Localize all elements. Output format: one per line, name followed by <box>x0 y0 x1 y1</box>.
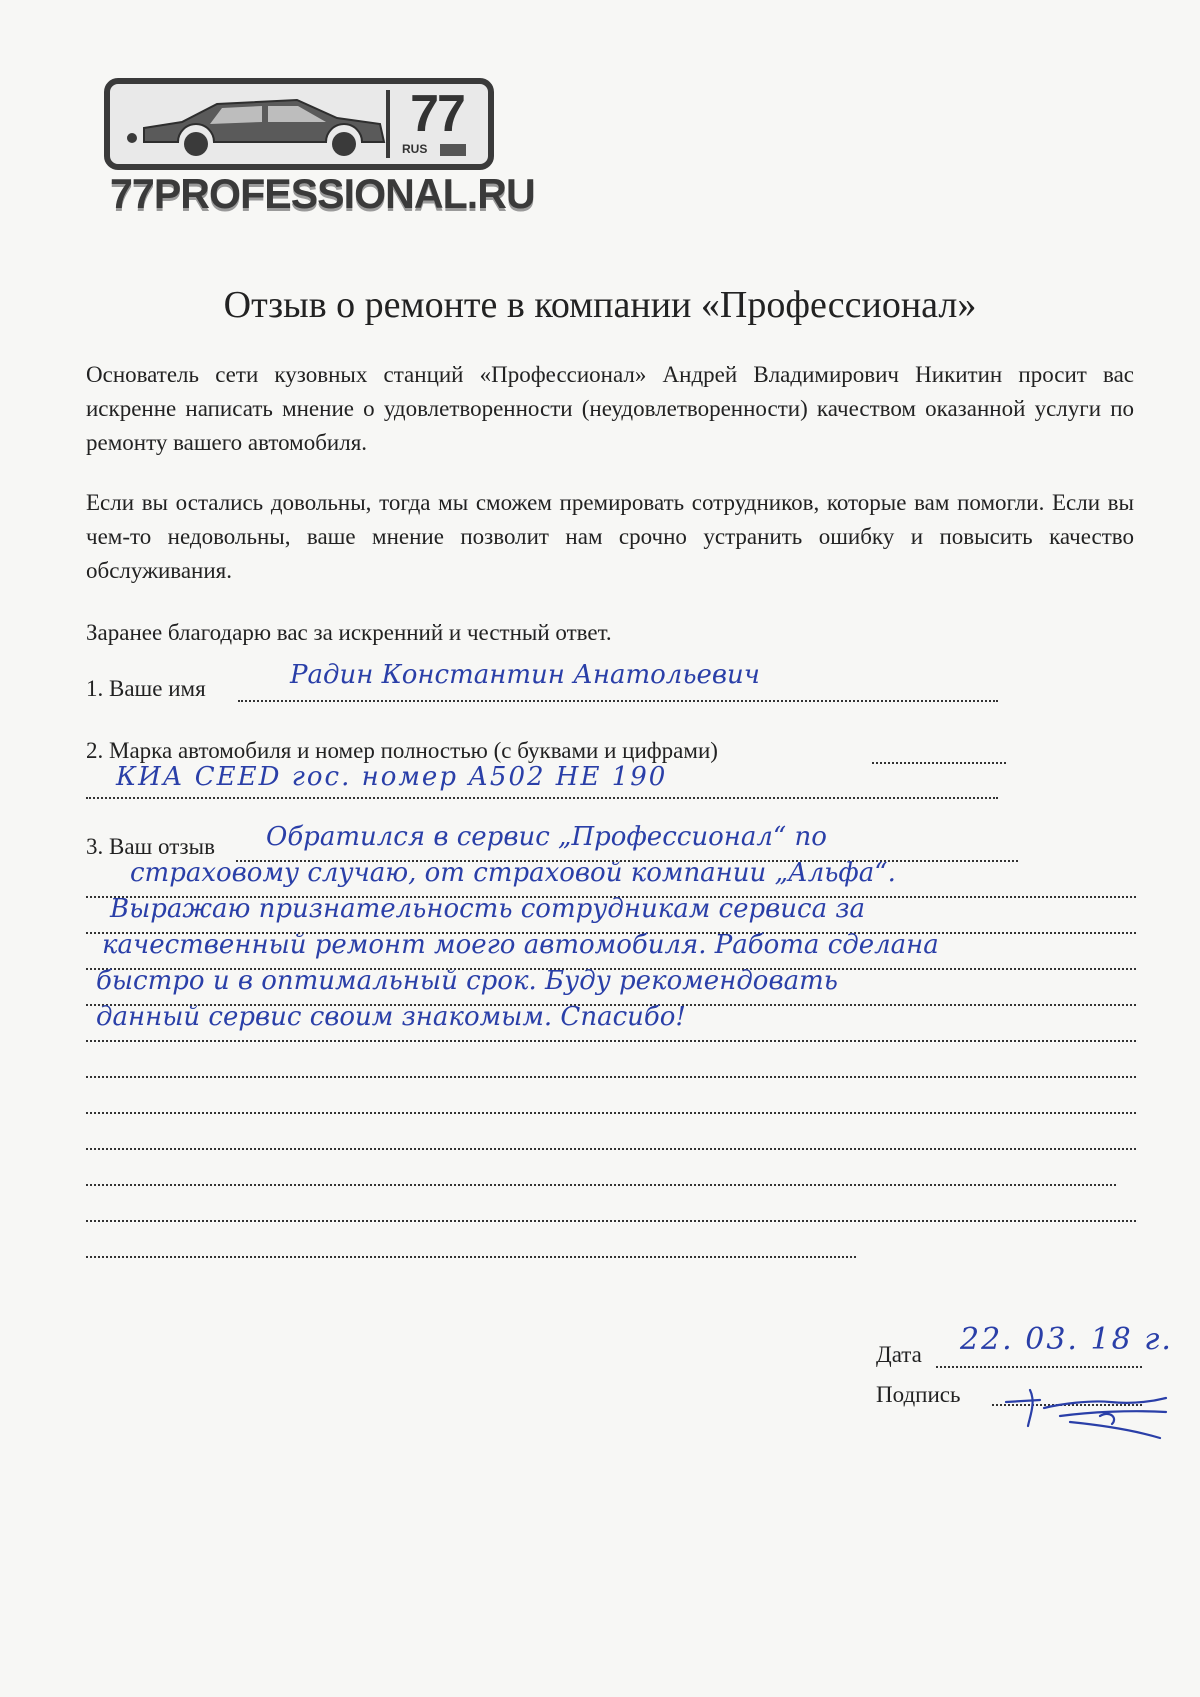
intro-paragraph-2: Если вы остались довольны, тогда мы сможем премировать сотрудников, которые вам помогли. Если вы чем-то недовольны, ваше мнение позволит нам срочно устранить ошибку и повысить качество обслуживания. <box>86 490 1134 583</box>
license-plate-graphic <box>104 78 494 170</box>
review-line-10 <box>86 1184 1116 1186</box>
date-label: Дата <box>876 1342 922 1367</box>
car-value[interactable]: КИА СЕЕD гос. номер А502 НЕ 190 <box>116 762 668 792</box>
region-number: 77 <box>410 85 464 143</box>
date-value[interactable]: 22. 03. 18 г. <box>960 1322 1173 1357</box>
review-text-line-2[interactable]: страховому случаю, от страховой компании „Альфа“. <box>130 858 896 888</box>
name-line <box>238 700 998 702</box>
signature-label: Подпись <box>876 1382 961 1407</box>
car-line-2 <box>86 797 998 799</box>
region-country: RUS <box>402 142 428 156</box>
review-line-8 <box>86 1112 1136 1114</box>
review-line-12 <box>86 1256 856 1258</box>
page-title: Отзыв о ремонте в компании «Профессионал» <box>223 284 977 326</box>
review-line-6 <box>86 1040 1136 1042</box>
review-text-line-3[interactable]: Выражаю признательность сотрудникам сервиса за <box>110 894 866 924</box>
review-line-11 <box>86 1220 1136 1222</box>
car-line-1 <box>872 762 1006 764</box>
date-line <box>936 1366 1142 1368</box>
logo-site-text: 77PROFESSIONAL.RU <box>110 170 535 217</box>
review-text-line-4[interactable]: качественный ремонт моего автомобиля. Работа сделана <box>102 930 939 960</box>
review-text-line-1[interactable]: Обратился в сервис „Профессионал“ по <box>266 822 827 852</box>
company-logo <box>100 78 535 238</box>
review-text-line-6[interactable]: данный сервис своим знакомым. Спасибо! <box>96 1002 686 1032</box>
car-silhouette-icon <box>122 94 392 156</box>
name-label: 1. Ваше имя <box>86 676 206 701</box>
review-line-9 <box>86 1148 1136 1150</box>
car-label: 2. Марка автомобиля и номер полностью (с буквами и цифрами) <box>86 738 718 763</box>
review-line-7 <box>86 1076 1136 1078</box>
review-text-line-5[interactable]: быстро и в оптимальный срок. Буду рекомендовать <box>96 966 838 996</box>
flag-icon <box>440 144 466 156</box>
review-label: 3. Ваш отзыв <box>86 834 215 859</box>
intro-paragraph-1: Основатель сети кузовных станций «Профессионал» Андрей Владимирович Никитин просит вас искренне написать мнение о удовлетворенности (неудовлетворенности) качеством оказанной услуги по ремонту вашего автомобиля. <box>86 362 1134 455</box>
intro-paragraph-3: Заранее благодарю вас за искренний и честный ответ. <box>86 620 612 645</box>
handwritten-signature[interactable] <box>1000 1382 1170 1442</box>
region-box <box>386 85 482 158</box>
name-value[interactable]: Радин Константин Анатольевич <box>290 660 760 690</box>
